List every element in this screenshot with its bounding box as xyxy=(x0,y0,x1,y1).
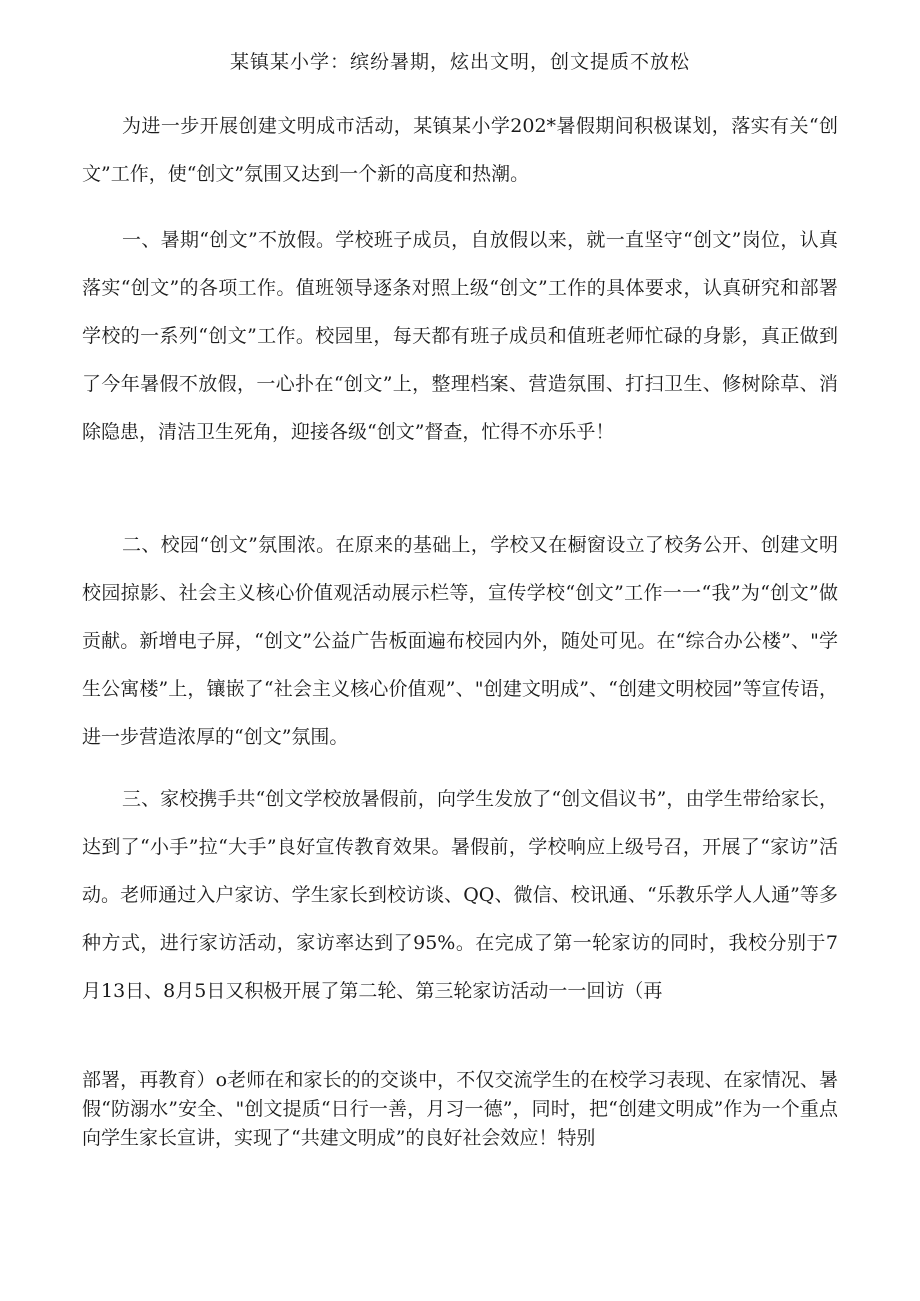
paragraph-continuation: 部署，再教育）o老师在和家长的的交谈中，不仅交流学生的在校学习表现、在家情况、暑假“防溺水”安全、"创文提质“日行一善，月习一德”，同时，把“创建文明成”作为一个重点向学生家长宣讲，实现了“共建文明成”的良好社会效应！特别 xyxy=(82,1069,838,1149)
paragraph-section-one: 一、暑期“创文”不放假。学校班子成员，自放假以来，就一直坚守“创文”岗位，认真落实“创文”的各项工作。值班领导逐条对照上级“创文”工作的具体要求，认真研究和部署学校的一系列“创文”工作。校园里，每天都有班子成员和值班老师忙碌的身影，真正做到了今年暑假不放假，一心扑在“创文”上，整理档案、营造氛围、打扫卫生、修树除草、消除隐患，清洁卫生死角，迎接各级“创文”督查，忙得不亦乐乎！ xyxy=(82,229,838,443)
paragraph-intro: 为进一步开展创建文明成市活动，某镇某小学202*暑假期间积极谋划，落实有关“创文”工作，使“创文”氛围又达到一个新的高度和热潮。 xyxy=(82,115,838,185)
paragraph-section-two: 二、校园“创文”氛围浓。在原来的基础上，学校又在橱窗设立了校务公开、创建文明校园掠影、社会主义核心价值观活动展示栏等，宣传学校“创文”工作一一“我”为“创文”做贡献。新增电子屏，“创文”公益广告板面遍布校园内外，随处可见。在“综合办公楼”、"学生公寓楼”上，镶嵌了“社会主义核心价值观”、"创建文明成”、“创建文明校园”等宣传语，进一步营造浓厚的“创文”氛围。 xyxy=(82,534,838,748)
paragraph-section-three: 三、家校携手共“创文学校放暑假前，向学生发放了“创文倡议书”，由学生带给家长，达到了“小手”拉“大手”良好宣传教育效果。暑假前，学校响应上级号召，开展了“家访”活动。老师通过入户家访、学生家长到校访谈、QQ、微信、校讯通、“乐教乐学人人通”等多种方式，进行家访活动，家访率达到了95%。在完成了第一轮家访的同时，我校分别于7月13日、8月5日又积极开展了第二轮、第三轮家访活动一一回访（再 xyxy=(82,788,838,1002)
document-title: 某镇某小学：缤纷暑期，炫出文明，创文提质不放松 xyxy=(229,51,690,73)
